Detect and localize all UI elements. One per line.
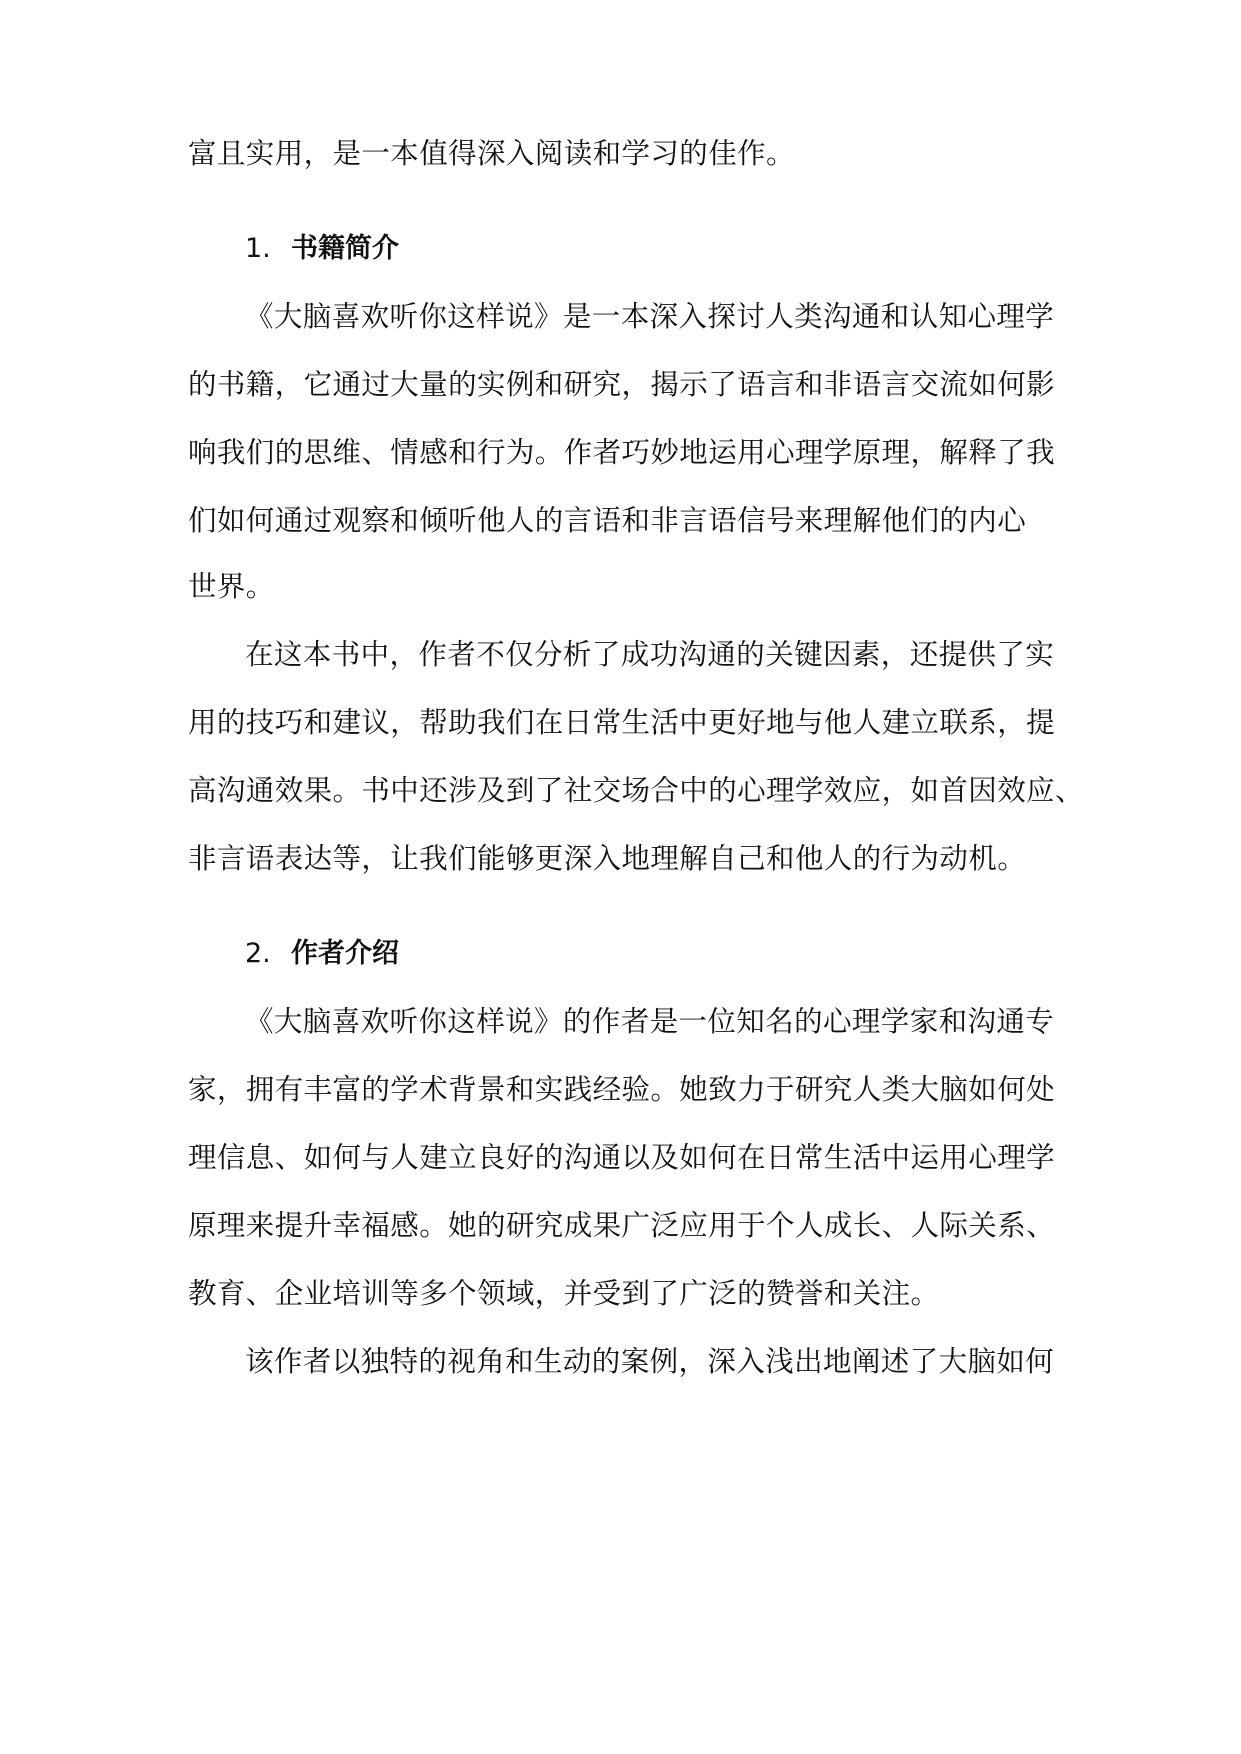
paragraph-line: 原理来提升幸福感。她的研究成果广泛应用于个人成长、人际关系、	[188, 1209, 1056, 1242]
paragraph-line: 该作者以独特的视角和生动的案例，深入浅出地阐述了大脑如何	[245, 1345, 1055, 1378]
section-title: 书籍简介	[291, 233, 399, 264]
section-heading-2	[245, 934, 399, 974]
paragraph-line: 高沟通效果。书中还涉及到了社交场合中的心理学效应，如首因效应、	[188, 774, 1084, 807]
paragraph-line: 世界。	[188, 570, 275, 603]
paragraph-line: 《大脑喜欢听你这样说》的作者是一位知名的心理学家和沟通专	[245, 1005, 1055, 1038]
section-title: 作者介绍	[291, 938, 399, 969]
paragraph-line: 《大脑喜欢听你这样说》是一本深入探讨人类沟通和认知心理学	[245, 300, 1055, 333]
paragraph-line: 非言语表达等，让我们能够更深入地理解自己和他人的行为动机。	[188, 842, 1027, 875]
section-number: 1.	[245, 233, 271, 264]
paragraph-line: 教育、企业培训等多个领域，并受到了广泛的赞誉和关注。	[188, 1277, 940, 1310]
paragraph-line: 理信息、如何与人建立良好的沟通以及如何在日常生活中运用心理学	[188, 1141, 1056, 1174]
paragraph-line: 的书籍，它通过大量的实例和研究，揭示了语言和非语言交流如何影	[188, 368, 1056, 401]
paragraph-line: 们如何通过观察和倾听他人的言语和非言语信号来理解他们的内心	[188, 504, 1027, 537]
paragraph-line: 富且实用，是一本值得深入阅读和学习的佳作。	[188, 137, 795, 170]
paragraph-line: 家，拥有丰富的学术背景和实践经验。她致力于研究人类大脑如何处	[188, 1073, 1056, 1106]
paragraph-line: 在这本书中，作者不仅分析了成功沟通的关键因素，还提供了实	[245, 638, 1055, 671]
section-number: 2.	[245, 938, 271, 969]
section-heading-1	[245, 229, 399, 269]
paragraph-line: 用的技巧和建议，帮助我们在日常生活中更好地与他人建立联系，提	[188, 706, 1056, 739]
paragraph-line: 响我们的思维、情感和行为。作者巧妙地运用心理学原理，解释了我	[188, 436, 1056, 469]
